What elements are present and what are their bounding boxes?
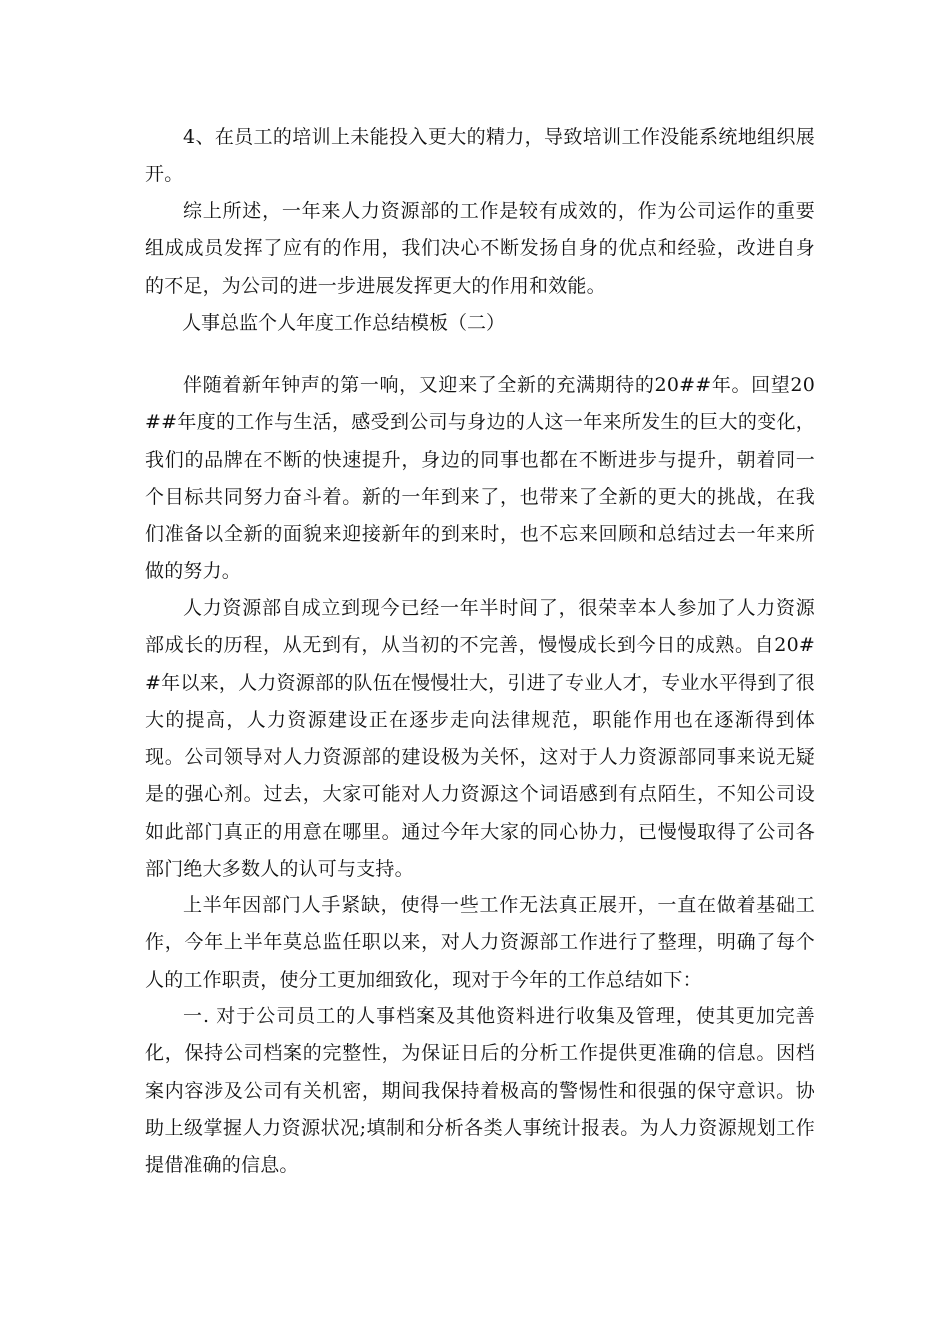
section-title: 人事总监个人年度工作总结模板（二）	[182, 312, 506, 334]
paragraph-training-shortfall: 4、在员工的培训上未能投入更大的精力，导致培训工作没能系统地组织展开。	[145, 126, 815, 186]
paragraph-staffing: 上半年因部门人手紧缺，使得一些工作无法真正展开，一直在做着基础工作，今年上半年莫总监任职以来，对人力资源部工作进行了整理，明确了每个人的工作职责，使分工更加细致化，现对于今年的工作总结如下：	[145, 894, 815, 991]
paragraph-summary: 综上所述，一年来人力资源部的工作是较有成效的，作为公司运作的重要组成成员发挥了应有的作用，我们决心不断发扬自身的优点和经验，改进自身的不足，为公司的进一步进展发挥更大的作用和效能。	[145, 200, 815, 297]
paragraph-item-one: 一. 对于公司员工的人事档案及其他资料进行收集及管理，使其更加完善化，保持公司档案的完整性，为保证日后的分析工作提供更准确的信息。因档案内容涉及公司有关机密，期间我保持着极高的警惕性和很强的保守意识。协助上级掌握人力资源状况;填制和分析各类人事统计报表。为人力资源规划工作提借准确的信息。	[145, 1005, 815, 1177]
paragraph-hr-history: 人力资源部自成立到现今已经一年半时间了，很荣幸本人参加了人力资源部成长的历程，从无到有，从当初的不完善，慢慢成长到今日的成熟。自20##年以来，人力资源部的队伍在慢慢壮大，引进了专业人才，专业水平得到了很大的提高，人力资源建设正在逐步走向法律规范，职能作用也在逐渐得到体现。公司领导对人力资源部的建设极为关怀，这对于人力资源部同事来说无疑是的强心剂。过去，大家可能对人力资源这个词语感到有点陌生，不知公司设如此部门真正的用意在哪里。通过今年大家的同心协力，已慢慢取得了公司各部门绝大多数人的认可与支持。	[145, 597, 815, 881]
paragraph-new-year: 伴随着新年钟声的第一响，又迎来了全新的充满期待的20##年。回望20##年度的工作与生活，感受到公司与身边的人这一年来所发生的巨大的变化，我们的品牌在不断的快速提升，身边的同事也都在不断进步与提升，朝着同一个目标共同努力奋斗着。新的一年到来了，也带来了全新的更大的挑战，在我们准备以全新的面貌来迎接新年的到来时，也不忘来回顾和总结过去一年来所做的努力。	[145, 374, 815, 583]
